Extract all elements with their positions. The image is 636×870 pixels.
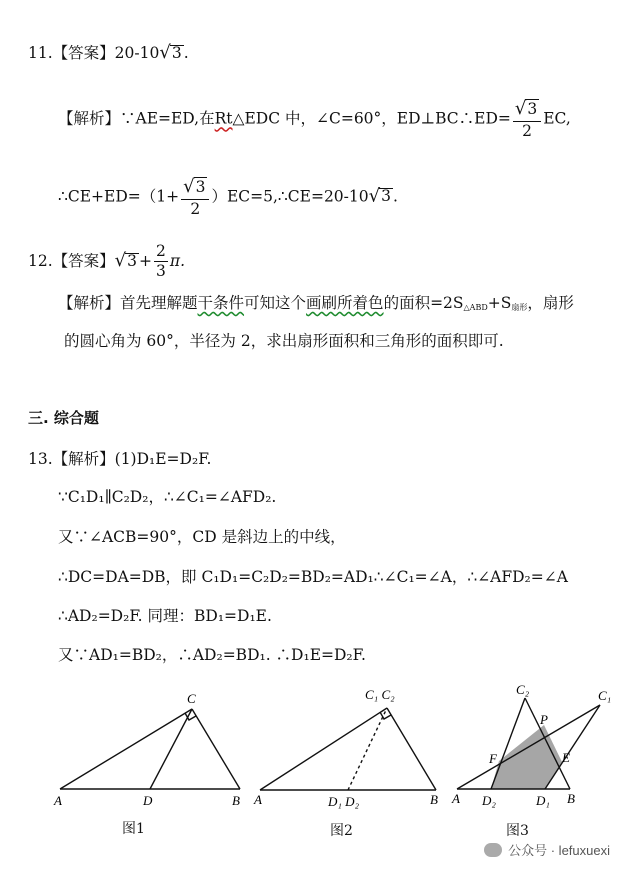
- fig3-label-D2: D₂: [482, 793, 496, 808]
- radical-sign: √: [183, 176, 195, 197]
- q11-l1-rt: Rt: [214, 109, 233, 128]
- fig2-label-B: B: [430, 792, 438, 807]
- q11-analysis-line2: [58, 176, 398, 219]
- q12-answer: [28, 242, 185, 282]
- fig2-caption: 图2: [330, 823, 353, 839]
- fig1-label-A: A: [54, 793, 62, 808]
- q11-analysis-line1: [58, 98, 571, 141]
- q12-answer-text: 12.【答案】: [28, 251, 115, 270]
- wechat-icon: [484, 843, 502, 857]
- fig3-label-F: F: [489, 751, 497, 766]
- period: .: [393, 187, 398, 206]
- q12-l1-mid: 可知这个: [244, 294, 307, 312]
- q13-line5: ∴AD₂=D₂F. 同理：BD₁=D₁E.: [58, 607, 272, 625]
- q12-sub-tri: △ABD: [463, 303, 488, 312]
- q11-l2-radicand: 3: [381, 187, 391, 206]
- fig1-side-AC: [60, 709, 192, 789]
- figure-1: [50, 688, 250, 818]
- q12-l1-wavy: 干条件: [197, 294, 245, 312]
- q13-line2: ∵C₁D₁∥C₂D₂，∴∠C₁=∠AFD₂.: [58, 488, 277, 506]
- watermark-text: 公众号 · lefuxuexi: [508, 843, 610, 858]
- q12-l1-pre: 【解析】首先理解题: [58, 294, 198, 312]
- fig1-label-D: D: [143, 793, 153, 808]
- q11-frac2-num: 3: [195, 178, 206, 196]
- q12-pi: π.: [169, 251, 186, 270]
- fig3-label-D1: D₁: [536, 793, 550, 808]
- q13-line3: 又∵∠ACB=90°，CD 是斜边上的中线，: [58, 528, 346, 546]
- q13-line4: ∴DC=DA=DB，即 C₁D₁=C₂D₂=BD₂=AD₁∴∠C₁=∠A，∴∠AFD₂=∠A: [58, 568, 568, 586]
- section-title: 三. 综合题: [28, 409, 99, 427]
- q12-frac: [154, 242, 168, 282]
- q12-l1-end: ，扇形: [527, 294, 574, 312]
- fig3-label-P: P: [540, 712, 548, 727]
- fig3-label-C2: C₂: [516, 682, 530, 697]
- q13-line1: 13.【解析】(1)D₁E=D₂F.: [28, 450, 212, 468]
- fig1-label-C: C: [187, 691, 196, 706]
- fig1-side-CB: [192, 709, 240, 789]
- q11-frac1-num: 3: [527, 100, 538, 118]
- q11-answer-radicand: 3: [171, 44, 182, 62]
- fig1-caption: 图1: [122, 821, 145, 837]
- radical-sign: √: [368, 185, 381, 207]
- q12-analysis-line1: [58, 296, 574, 312]
- fig3-label-A: A: [452, 791, 460, 806]
- q12-sub-sector: 扇形: [511, 303, 528, 312]
- q12-frac-num: 2: [154, 242, 168, 262]
- radical-sign: √: [159, 42, 171, 63]
- fig3-caption: 图3: [506, 823, 529, 839]
- fig2-label-D1D2: D₁ D₂: [328, 794, 360, 809]
- fig2-side-AC: [260, 708, 387, 790]
- q11-answer-text: 11.【答案】20-10: [28, 44, 160, 62]
- q11-frac1-den: 2: [522, 121, 532, 140]
- fig2-label-C1C2: C₁ C₂: [365, 687, 395, 702]
- figure-3: [450, 680, 620, 815]
- q11-answer: [28, 44, 189, 62]
- q12-frac-den: 3: [156, 262, 166, 281]
- fig3-label-C1: C₁: [598, 688, 612, 703]
- fig2-side-CB: [387, 708, 436, 790]
- q12-l1-post: 的面积=2S: [383, 294, 464, 312]
- period: .: [183, 44, 189, 62]
- q11-frac2: [181, 176, 209, 219]
- q12-plus-s: +S: [487, 294, 512, 312]
- q11-l1-pre: 【解析】∵AE=ED,在: [58, 109, 215, 128]
- q11-l2-pre: ∴CE+ED=（1+: [58, 187, 180, 206]
- radical-sign: √: [514, 98, 527, 119]
- fig3-label-E: E: [562, 750, 570, 765]
- q12-analysis-line2: 的圆心角为 60°，半径为 2，求出扇形面积和三角形的面积即可.: [64, 332, 504, 350]
- plus-sign: +: [139, 251, 153, 270]
- q11-l1-post: EC,: [543, 109, 571, 128]
- q11-l1-mid: △EDC 中，∠C=60°，ED⊥BC∴ED=: [232, 109, 511, 128]
- q12-l1-wavy2: 画刷所着色: [306, 294, 384, 312]
- figure-2: [252, 680, 452, 815]
- fig3-label-B: B: [567, 791, 575, 806]
- radical-sign: √: [114, 249, 127, 271]
- q12-radicand: 3: [127, 251, 138, 270]
- q11-frac2-den: 2: [190, 199, 201, 218]
- fig2-label-A: A: [254, 792, 262, 807]
- q13-line6: 又∵AD₁=BD₂，∴AD₂=BD₁. ∴D₁E=D₂F.: [58, 646, 366, 664]
- watermark: [484, 840, 610, 859]
- q11-l2-mid: ）EC=5,∴CE=20-10: [211, 187, 369, 206]
- fig1-label-B: B: [232, 793, 240, 808]
- q11-frac1: [513, 98, 541, 141]
